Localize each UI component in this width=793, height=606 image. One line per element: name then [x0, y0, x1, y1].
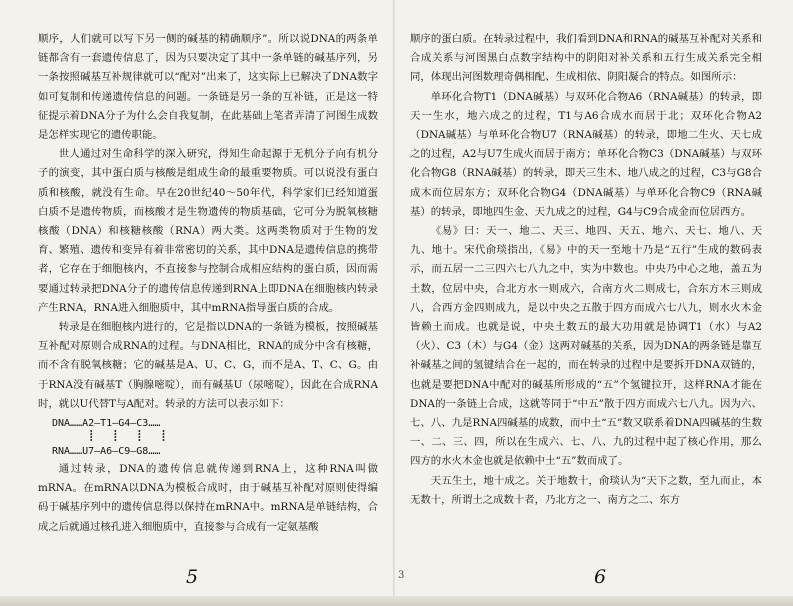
scan-bottom-edge	[0, 596, 793, 606]
base-pair-marks: ┋ ┋ ┋ ┋	[52, 431, 167, 443]
dna-sequence-row: DNA……A2—T1—G4—C3……	[52, 418, 161, 430]
right-paragraph-2: 单环化合物T1（DNA碱基）与双环化合物A6（RNA碱基）的转录，即天一生水，地六成之的过程，T1与A6合成水而居于北；双环化合物A2（DNA碱基）与单环化合物U7（RNA碱基）的转录，即地二生火、天七成之的过程，A2与U7生成火而居于南方；单环化合物C3（DNA碱基）与双环化合物G8（RNA碱基）的转录，即天三生木、地八成之的过程，C3与G8合成木而位居东方；双环化合物G4（DNA碱基）与单环化合物C9（RNA碱基）的转录，即地四生金、天九成之的过程，G4与C9合成金而位居西方。	[410, 90, 762, 218]
left-paragraph-4: 通过转录，DNA的遗传信息就传递到RNA上，这种RNA叫做mRNA。在mRNA以DNA为模板合成时，由于碱基互补配对原则使得编码于碱基序列中的遗传信息得以保持在mRNA中。mRNA是单链结构，合成之后就通过核孔进入细胞质中，直接参与合成有一定氨基酸	[38, 463, 378, 533]
left-page	[38, 30, 378, 570]
right-paragraph-1: 顺序的蛋白质。在转录过程中，我们看到DNA和RNA的碱基互补配对关系和合成关系与河图黑白点数字结构中的阴阳对补关系和五行生成关系完全相同，体现出河图数理奇偶相配、生成相依、阴阳凝合的特点。如图所示：	[410, 33, 762, 84]
left-page-number: 5	[186, 566, 199, 588]
right-paragraph-4: 天五生土，地十成之。关于地数十，俞琰认为“天下之数，至九而止，本无数十，所谓土之成数十者，乃北方之一、南方之二、东方	[410, 474, 762, 506]
transcription-diagram	[38, 416, 378, 460]
rna-sequence-row: RNA……U7—A6—C9—G8……	[52, 446, 161, 458]
right-paragraph-3: 《易》曰：天一、地二、天三、地四、天五、地六、天七、地八、天九、地十。宋代俞琰指出，《易》中的天一至地十乃是“五行”生成的数码表示，而五居一二三四六七八九之中，实为中数也。中央乃中心之地，盖五为土数，位居中央，合北方水一则成六，合南方火二则成七，合东方木三则成八，合西方金四则成九，是以中央之五散于四方而成六七八九，则水火木金皆赖土而成。也就是说，中央土数五的最大功用就是协调T1（水）与A2（火）、C3（木）与G4（金）这两对碱基的关系，因为DNA的两条链是靠互补碱基之间的氢键结合在一起的，而在转录的过程中是要拆开DNA双链的，也就是要把DNA中配对的碱基所形成的“五”个氢键拉开，这样RNA才能在DNA的一条链上合成，这就等同于“中五”散于四方而成六七八九。因为六、七、八、九是RNA四碱基的成数，而中土“五”数又联系着DNA四碱基的生数一、二、三、四，所以在生成六、七、八、九的过程中起了核心作用，那么四方的水火木金也就是依赖中土“五”数而成了。	[410, 225, 762, 468]
left-paragraph-2: 世人通过对生命科学的深入研究，得知生命起源于无机分子向有机分子的演变，其中蛋白质与核酸是组成生命的最重要物质。可以说没有蛋白质和核酸，就没有生命。早在20世纪40～50年代，科学家们已经知道蛋白质不是遗传物质，而核酸才是生物遗传的物质基础，它可分为脱氧核糖核酸（DNA）和核糖核酸（RNA）两大类。这两类物质对于生物的发育、繁殖、遗传和变异有着非常密切的关系，其中DNA是遗传信息的携带者，它存在于细胞核内，不直接参与控制合成相应结构的蛋白质，因而需要通过转录把DNA分子的遗传信息传递到RNA上即DNA在细胞核内转录产生RNA，RNA进入细胞质中，其中mRNA指导蛋白质的合成。	[38, 148, 378, 314]
right-page-number: 6	[594, 566, 607, 588]
left-paragraph-1: 顺序，人们就可以写下另一侧的碱基的精确顺序”。所以说DNA的两条单链都含有一套遗传信息了，因为只要决定了其中一条单链的碱基序列，另一条按照碱基互补规律就可以“配对”出来了，这实际上已解决了DNA数字如可复制和传递遗传信息的问题。一条链是另一条的互补链，正是这一特征提示着DNA分子为什么会自我复制，在此基础上笔者弄清了河图生成数是怎样实现它的遗传职能。	[38, 33, 378, 142]
left-paragraph-3: 转录是在细胞核内进行的，它是指以DNA的一条链为模板，按照碱基互补配对原则合成RNA的过程。与DNA相比，RNA的成分中含有核糖，而不含有脱氧核糖；它的碱基是A、U、C、G，而不是A、T、C、G。由于RNA没有碱基T（胸腺嘧啶），而有碱基U（尿嘧啶），因此在合成RNA时，就以U代替T与A配对。转录的方法可以表示如下：	[38, 321, 378, 410]
gutter-label: 3	[398, 570, 405, 581]
book-gutter	[393, 0, 395, 606]
right-page	[410, 30, 762, 570]
